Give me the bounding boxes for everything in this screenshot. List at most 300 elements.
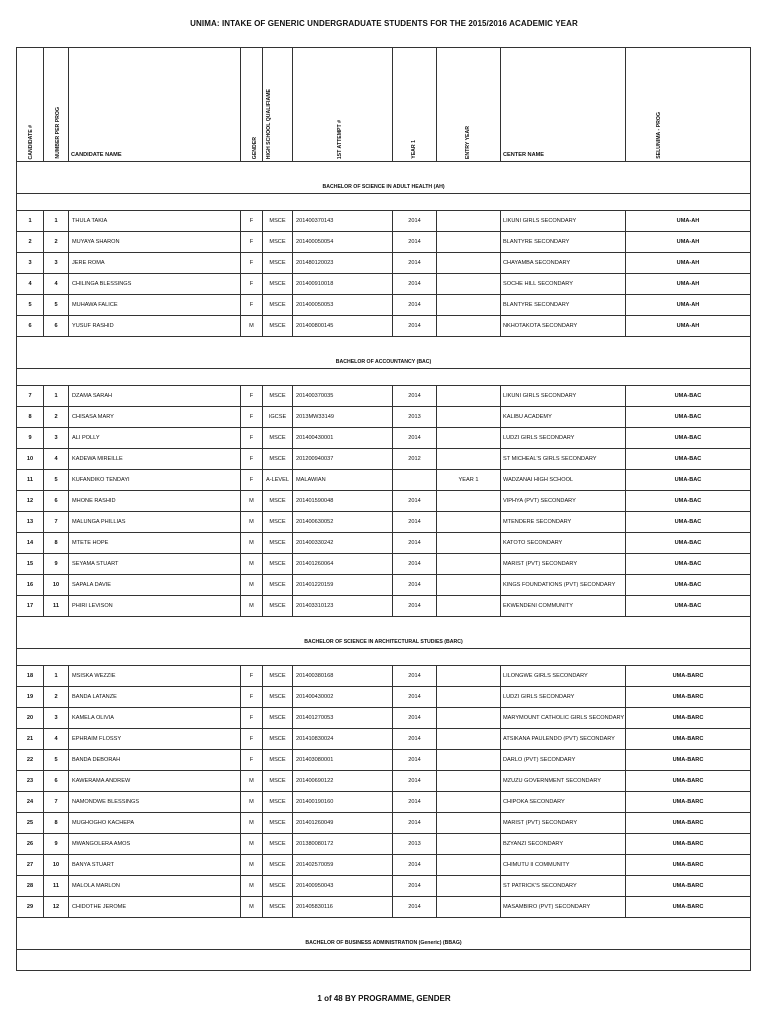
section-header-row: [17, 617, 751, 649]
candidate-name-cell: MHONE RASHID: [69, 491, 241, 512]
header-candidate: CANDIDATE #: [17, 48, 44, 162]
attempt-number-cell: 2013MW33149: [293, 407, 393, 428]
qualification-cell: MSCE: [263, 316, 293, 337]
year1-cell: 2014: [393, 897, 437, 918]
year1-cell: 2014: [393, 316, 437, 337]
section-title: BACHELOR OF SCIENCE IN ARCHITECTURAL STUDIES (BARC): [17, 617, 751, 649]
center-name-cell: LUDZI GIRLS SECONDARY: [501, 687, 626, 708]
section-title: BACHELOR OF BUSINESS ADMINISTRATION (Generic) (BBAG): [17, 918, 751, 950]
entry-year-cell: [437, 232, 501, 253]
sel-prog-cell: UMA-AH: [626, 274, 751, 295]
sel-prog-cell: UMA-AH: [626, 211, 751, 232]
table-row: [17, 211, 751, 232]
section-title: BACHELOR OF ACCOUNTANCY (BAC): [17, 337, 751, 369]
candidate-number-cell: 3: [17, 253, 44, 274]
section-title: BACHELOR OF SCIENCE IN ADULT HEALTH (AH): [17, 162, 751, 194]
center-name-cell: ATSIKANA PAULENDO (PVT) SECONDARY: [501, 729, 626, 750]
table-body: [17, 162, 751, 971]
year1-cell: 2014: [393, 533, 437, 554]
number-per-prog-cell: 5: [44, 470, 69, 491]
table-row: [17, 316, 751, 337]
attempt-number-cell: 201200940037: [293, 449, 393, 470]
candidate-name-cell: EPHRAIM FLOSSY: [69, 729, 241, 750]
candidate-number-cell: 7: [17, 386, 44, 407]
center-name-cell: CHIMUTU II COMMUNITY: [501, 855, 626, 876]
number-per-prog-cell: 2: [44, 407, 69, 428]
entry-year-cell: [437, 729, 501, 750]
table-row: [17, 855, 751, 876]
year1-cell: 2014: [393, 211, 437, 232]
entry-year-cell: [437, 211, 501, 232]
sel-prog-cell: UMA-BAC: [626, 575, 751, 596]
attempt-number-cell: 201400330242: [293, 533, 393, 554]
entry-year-cell: [437, 295, 501, 316]
table-row: [17, 274, 751, 295]
sel-prog-cell: UMA-AH: [626, 232, 751, 253]
number-per-prog-cell: 2: [44, 232, 69, 253]
year1-cell: 2014: [393, 232, 437, 253]
attempt-number-cell: 201400050053: [293, 295, 393, 316]
number-per-prog-cell: 10: [44, 855, 69, 876]
center-name-cell: DARLO (PVT) SECONDARY: [501, 750, 626, 771]
year1-cell: 2014: [393, 876, 437, 897]
number-per-prog-cell: 11: [44, 596, 69, 617]
section-header-row: [17, 162, 751, 194]
entry-year-cell: [437, 512, 501, 533]
gender-cell: F: [241, 708, 263, 729]
qualification-cell: MSCE: [263, 666, 293, 687]
candidate-number-cell: 8: [17, 407, 44, 428]
candidate-number-cell: 15: [17, 554, 44, 575]
sel-prog-cell: UMA-BARC: [626, 750, 751, 771]
year1-cell: 2014: [393, 428, 437, 449]
number-per-prog-cell: 8: [44, 813, 69, 834]
year1-cell: 2014: [393, 771, 437, 792]
intake-table-container: [16, 47, 750, 971]
candidate-name-cell: MALOLA MARLON: [69, 876, 241, 897]
center-name-cell: KINGS FOUNDATIONS (PVT) SECONDARY: [501, 575, 626, 596]
attempt-number-cell: 201401590048: [293, 491, 393, 512]
page-footer: 1 of 48 BY PROGRAMME, GENDER: [317, 994, 451, 1003]
candidate-number-cell: 22: [17, 750, 44, 771]
candidate-number-cell: 29: [17, 897, 44, 918]
qualification-cell: MSCE: [263, 687, 293, 708]
candidate-number-cell: 1: [17, 211, 44, 232]
gender-cell: F: [241, 750, 263, 771]
table-row: [17, 449, 751, 470]
year1-cell: 2014: [393, 666, 437, 687]
table-row: [17, 575, 751, 596]
table-row: [17, 470, 751, 491]
year1-cell: [393, 470, 437, 491]
table-row: [17, 253, 751, 274]
candidate-name-cell: KUFANDIKO TENDAYI: [69, 470, 241, 491]
gender-cell: M: [241, 554, 263, 575]
entry-year-cell: [437, 533, 501, 554]
section-spacer: [17, 369, 751, 386]
year1-cell: 2014: [393, 253, 437, 274]
sel-prog-cell: UMA-BAC: [626, 428, 751, 449]
table-row: [17, 295, 751, 316]
sel-prog-cell: UMA-AH: [626, 253, 751, 274]
number-per-prog-cell: 5: [44, 295, 69, 316]
number-per-prog-cell: 8: [44, 533, 69, 554]
candidate-name-cell: JERE ROMA: [69, 253, 241, 274]
qualification-cell: MSCE: [263, 897, 293, 918]
number-per-prog-cell: 3: [44, 253, 69, 274]
section-spacer-row: [17, 649, 751, 666]
section-spacer: [17, 950, 751, 971]
year1-cell: 2012: [393, 449, 437, 470]
center-name-cell: EKWENDENI COMMUNITY: [501, 596, 626, 617]
gender-cell: F: [241, 729, 263, 750]
gender-cell: F: [241, 666, 263, 687]
qualification-cell: MSCE: [263, 596, 293, 617]
candidate-number-cell: 13: [17, 512, 44, 533]
number-per-prog-cell: 2: [44, 687, 69, 708]
candidate-name-cell: NAMONDWE BLESSINGS: [69, 792, 241, 813]
candidate-number-cell: 9: [17, 428, 44, 449]
entry-year-cell: [437, 792, 501, 813]
attempt-number-cell: 201400380168: [293, 666, 393, 687]
section-spacer: [17, 649, 751, 666]
center-name-cell: ST PATRICK'S SECONDARY: [501, 876, 626, 897]
gender-cell: M: [241, 792, 263, 813]
candidate-name-cell: KAMELA OLIVIA: [69, 708, 241, 729]
qualification-cell: MSCE: [263, 792, 293, 813]
gender-cell: M: [241, 512, 263, 533]
center-name-cell: SOCHE HILL SECONDARY: [501, 274, 626, 295]
qualification-cell: MSCE: [263, 750, 293, 771]
year1-cell: 2014: [393, 687, 437, 708]
qualification-cell: MSCE: [263, 512, 293, 533]
table-row: [17, 729, 751, 750]
number-per-prog-cell: 6: [44, 316, 69, 337]
candidate-number-cell: 18: [17, 666, 44, 687]
header-year1: YEAR 1: [393, 48, 437, 162]
gender-cell: F: [241, 274, 263, 295]
candidate-name-cell: MALUNGA PHILLIAS: [69, 512, 241, 533]
intake-table: [16, 47, 751, 971]
header-candidate-name: CANDIDATE NAME: [69, 48, 241, 162]
attempt-number-cell: 201400430001: [293, 428, 393, 449]
table-row: [17, 428, 751, 449]
table-row: [17, 491, 751, 512]
year1-cell: 2014: [393, 729, 437, 750]
sel-prog-cell: UMA-BARC: [626, 855, 751, 876]
gender-cell: M: [241, 533, 263, 554]
gender-cell: F: [241, 295, 263, 316]
gender-cell: F: [241, 211, 263, 232]
number-per-prog-cell: 10: [44, 575, 69, 596]
attempt-number-cell: 201410830024: [293, 729, 393, 750]
sel-prog-cell: UMA-BAC: [626, 596, 751, 617]
entry-year-cell: [437, 554, 501, 575]
gender-cell: M: [241, 834, 263, 855]
center-name-cell: LUDZI GIRLS SECONDARY: [501, 428, 626, 449]
qualification-cell: MSCE: [263, 449, 293, 470]
table-row: [17, 771, 751, 792]
sel-prog-cell: UMA-BARC: [626, 687, 751, 708]
sel-prog-cell: UMA-BARC: [626, 771, 751, 792]
year1-cell: 2014: [393, 813, 437, 834]
attempt-number-cell: 201401260064: [293, 554, 393, 575]
qualification-cell: IGCSE: [263, 407, 293, 428]
candidate-name-cell: ALI POLLY: [69, 428, 241, 449]
attempt-number-cell: MALAWIAN: [293, 470, 393, 491]
gender-cell: M: [241, 876, 263, 897]
table-row: [17, 834, 751, 855]
year1-cell: 2014: [393, 554, 437, 575]
candidate-name-cell: MTETE HOPE: [69, 533, 241, 554]
table-row: [17, 407, 751, 428]
center-name-cell: BLANTYRE SECONDARY: [501, 295, 626, 316]
sel-prog-cell: UMA-BAC: [626, 512, 751, 533]
attempt-number-cell: 201401220159: [293, 575, 393, 596]
year1-cell: 2014: [393, 295, 437, 316]
qualification-cell: MSCE: [263, 295, 293, 316]
sel-prog-cell: UMA-BARC: [626, 834, 751, 855]
center-name-cell: MZUZU GOVERNMENT SECONDARY: [501, 771, 626, 792]
center-name-cell: ST MICHEAL'S GIRLS SECONDARY: [501, 449, 626, 470]
sel-prog-cell: UMA-BAC: [626, 449, 751, 470]
candidate-name-cell: MUGHOGHO KACHEPA: [69, 813, 241, 834]
number-per-prog-cell: 1: [44, 666, 69, 687]
center-name-cell: LIKUNI GIRLS SECONDARY: [501, 386, 626, 407]
number-per-prog-cell: 6: [44, 491, 69, 512]
entry-year-cell: [437, 876, 501, 897]
table-row: [17, 750, 751, 771]
sel-prog-cell: UMA-BARC: [626, 708, 751, 729]
candidate-number-cell: 12: [17, 491, 44, 512]
number-per-prog-cell: 4: [44, 449, 69, 470]
candidate-number-cell: 25: [17, 813, 44, 834]
section-spacer-row: [17, 369, 751, 386]
attempt-number-cell: 201400190160: [293, 792, 393, 813]
entry-year-cell: [437, 771, 501, 792]
table-row: [17, 708, 751, 729]
gender-cell: F: [241, 407, 263, 428]
year1-cell: 2014: [393, 708, 437, 729]
header-high-school-qualification: HIGH SCHOOL QUALIFIAME: [263, 48, 293, 162]
entry-year-cell: [437, 386, 501, 407]
center-name-cell: KALIBU ACADEMY: [501, 407, 626, 428]
entry-year-cell: [437, 253, 501, 274]
gender-cell: M: [241, 855, 263, 876]
number-per-prog-cell: 4: [44, 274, 69, 295]
number-per-prog-cell: 1: [44, 386, 69, 407]
candidate-number-cell: 26: [17, 834, 44, 855]
year1-cell: 2013: [393, 407, 437, 428]
number-per-prog-cell: 7: [44, 512, 69, 533]
section-spacer: [17, 194, 751, 211]
table-row: [17, 533, 751, 554]
number-per-prog-cell: 3: [44, 428, 69, 449]
table-row: [17, 512, 751, 533]
candidate-name-cell: MSISKA WEZZIE: [69, 666, 241, 687]
sel-prog-cell: UMA-BAC: [626, 386, 751, 407]
gender-cell: F: [241, 386, 263, 407]
attempt-number-cell: 201400690122: [293, 771, 393, 792]
qualification-cell: MSCE: [263, 386, 293, 407]
year1-cell: 2014: [393, 750, 437, 771]
sel-prog-cell: UMA-BARC: [626, 876, 751, 897]
candidate-number-cell: 6: [17, 316, 44, 337]
qualification-cell: MSCE: [263, 575, 293, 596]
center-name-cell: MARYMOUNT CATHOLIC GIRLS SECONDARY: [501, 708, 626, 729]
sel-prog-cell: UMA-BARC: [626, 729, 751, 750]
number-per-prog-cell: 6: [44, 771, 69, 792]
gender-cell: M: [241, 316, 263, 337]
attempt-number-cell: 201401270053: [293, 708, 393, 729]
attempt-number-cell: 201400050054: [293, 232, 393, 253]
center-name-cell: MARIST (PVT) SECONDARY: [501, 554, 626, 575]
sel-prog-cell: UMA-BAC: [626, 554, 751, 575]
candidate-number-cell: 27: [17, 855, 44, 876]
candidate-name-cell: DZAMA SARAH: [69, 386, 241, 407]
entry-year-cell: [437, 428, 501, 449]
center-name-cell: VIPHYA (PVT) SECONDARY: [501, 491, 626, 512]
center-name-cell: MTENDERE SECONDARY: [501, 512, 626, 533]
section-spacer-row: [17, 950, 751, 971]
table-row: [17, 897, 751, 918]
center-name-cell: CHAYAMBA SECONDARY: [501, 253, 626, 274]
candidate-name-cell: CHIDOTHE JEROME: [69, 897, 241, 918]
number-per-prog-cell: 4: [44, 729, 69, 750]
entry-year-cell: [437, 596, 501, 617]
year1-cell: 2014: [393, 855, 437, 876]
candidate-name-cell: MUHAWA FALICE: [69, 295, 241, 316]
qualification-cell: MSCE: [263, 211, 293, 232]
center-name-cell: BLANTYRE SECONDARY: [501, 232, 626, 253]
candidate-name-cell: CHISASA MARY: [69, 407, 241, 428]
candidate-name-cell: SEYAMA STUART: [69, 554, 241, 575]
center-name-cell: MASAMBIRO (PVT) SECONDARY: [501, 897, 626, 918]
center-name-cell: NKHOTAKOTA SECONDARY: [501, 316, 626, 337]
gender-cell: F: [241, 449, 263, 470]
entry-year-cell: [437, 407, 501, 428]
candidate-name-cell: CHILINGA BLESSINGS: [69, 274, 241, 295]
section-spacer-row: [17, 194, 751, 211]
entry-year-cell: [437, 666, 501, 687]
candidate-number-cell: 14: [17, 533, 44, 554]
table-row: [17, 876, 751, 897]
qualification-cell: MSCE: [263, 855, 293, 876]
gender-cell: F: [241, 687, 263, 708]
table-row: [17, 386, 751, 407]
qualification-cell: MSCE: [263, 876, 293, 897]
candidate-name-cell: MUYAYA SHARON: [69, 232, 241, 253]
number-per-prog-cell: 12: [44, 897, 69, 918]
sel-prog-cell: UMA-BARC: [626, 813, 751, 834]
candidate-name-cell: SAPALA DAVIE: [69, 575, 241, 596]
entry-year-cell: [437, 316, 501, 337]
attempt-number-cell: 201401260049: [293, 813, 393, 834]
center-name-cell: CHIPOKA SECONDARY: [501, 792, 626, 813]
center-name-cell: LIKUNI GIRLS SECONDARY: [501, 211, 626, 232]
table-row: [17, 813, 751, 834]
year1-cell: 2014: [393, 512, 437, 533]
gender-cell: M: [241, 897, 263, 918]
number-per-prog-cell: 5: [44, 750, 69, 771]
number-per-prog-cell: 1: [44, 211, 69, 232]
number-per-prog-cell: 9: [44, 554, 69, 575]
header-center-name: CENTER NAME: [501, 48, 626, 162]
document-title: UNIMA: INTAKE OF GENERIC UNDERGRADUATE STUDENTS FOR THE 2015/2016 ACADEMIC YEAR: [190, 19, 578, 28]
entry-year-cell: [437, 274, 501, 295]
table-row: [17, 666, 751, 687]
qualification-cell: MSCE: [263, 771, 293, 792]
candidate-number-cell: 19: [17, 687, 44, 708]
number-per-prog-cell: 3: [44, 708, 69, 729]
table-row: [17, 687, 751, 708]
section-header-row: [17, 337, 751, 369]
number-per-prog-cell: 9: [44, 834, 69, 855]
attempt-number-cell: 201480120023: [293, 253, 393, 274]
attempt-number-cell: 201403080001: [293, 750, 393, 771]
entry-year-cell: [437, 813, 501, 834]
center-name-cell: LILONGWE GIRLS SECONDARY: [501, 666, 626, 687]
table-row: [17, 596, 751, 617]
sel-prog-cell: UMA-BAC: [626, 491, 751, 512]
sel-prog-cell: UMA-BAC: [626, 470, 751, 491]
candidate-number-cell: 10: [17, 449, 44, 470]
qualification-cell: MSCE: [263, 253, 293, 274]
entry-year-cell: [437, 750, 501, 771]
candidate-number-cell: 5: [17, 295, 44, 316]
gender-cell: M: [241, 596, 263, 617]
table-row: [17, 554, 751, 575]
qualification-cell: A-LEVEL: [263, 470, 293, 491]
entry-year-cell: [437, 449, 501, 470]
entry-year-cell: [437, 834, 501, 855]
header-entry-year: ENTRY YEAR: [437, 48, 501, 162]
table-row: [17, 232, 751, 253]
sel-prog-cell: UMA-AH: [626, 295, 751, 316]
candidate-number-cell: 24: [17, 792, 44, 813]
attempt-number-cell: 201400430002: [293, 687, 393, 708]
qualification-cell: MSCE: [263, 554, 293, 575]
year1-cell: 2014: [393, 792, 437, 813]
sel-prog-cell: UMA-BARC: [626, 792, 751, 813]
header-row: [17, 48, 751, 162]
section-header-row: [17, 918, 751, 950]
header-number-per-prog: NUMBER PER PROG: [44, 48, 69, 162]
attempt-number-cell: 201400370035: [293, 386, 393, 407]
attempt-number-cell: 201403310123: [293, 596, 393, 617]
candidate-name-cell: MWANGOLERA AMOS: [69, 834, 241, 855]
center-name-cell: KATOTO SECONDARY: [501, 533, 626, 554]
candidate-name-cell: KAWERAMA ANDREW: [69, 771, 241, 792]
attempt-number-cell: 201400370143: [293, 211, 393, 232]
qualification-cell: MSCE: [263, 491, 293, 512]
year1-cell: 2013: [393, 834, 437, 855]
entry-year-cell: YEAR 1: [437, 470, 501, 491]
candidate-number-cell: 23: [17, 771, 44, 792]
attempt-number-cell: 201400800145: [293, 316, 393, 337]
candidate-number-cell: 2: [17, 232, 44, 253]
entry-year-cell: [437, 897, 501, 918]
candidate-name-cell: YUSUF RASHID: [69, 316, 241, 337]
year1-cell: 2014: [393, 274, 437, 295]
qualification-cell: MSCE: [263, 274, 293, 295]
header-sel-prog: SELUNIMA - PROG: [626, 48, 751, 162]
attempt-number-cell: 201380080172: [293, 834, 393, 855]
gender-cell: M: [241, 771, 263, 792]
attempt-number-cell: 201400630052: [293, 512, 393, 533]
center-name-cell: MARIST (PVT) SECONDARY: [501, 813, 626, 834]
center-name-cell: WADZANAI HIGH SCHOOL: [501, 470, 626, 491]
